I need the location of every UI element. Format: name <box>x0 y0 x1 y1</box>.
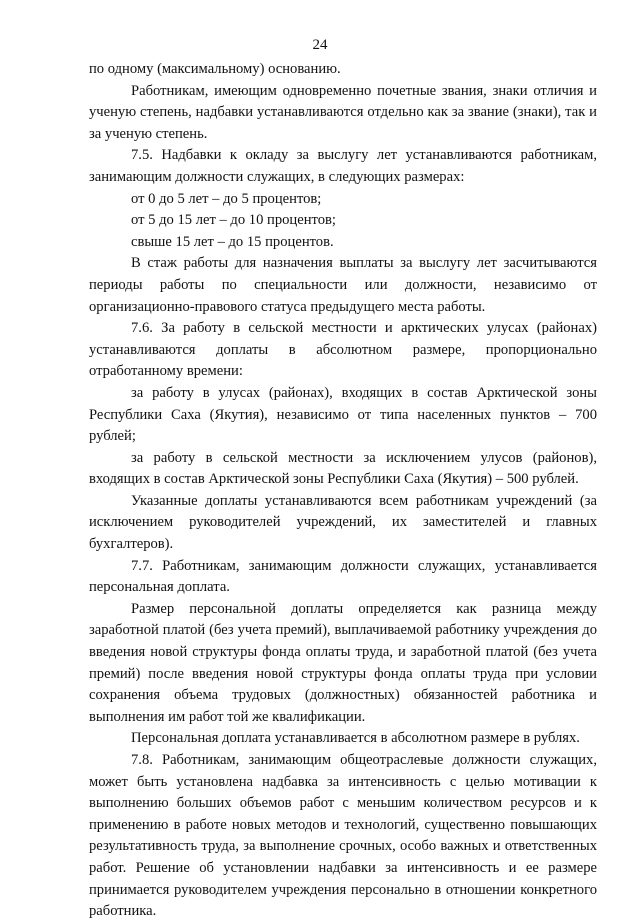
list-item-over-15-years: свыше 15 лет – до 15 процентов. <box>131 233 334 250</box>
page-number: 24 <box>312 37 328 53</box>
body-text <box>89 59 597 923</box>
list-item-0-5-years: от 0 до 5 лет – до 5 процентов; <box>131 190 322 207</box>
list-item-arctic-zone: за работу в улусах (районах), входящих в состав Арктической зоны Республики Саха (Якутия), независимо от типа населенных пунктов – 700 рублей; <box>89 384 597 445</box>
paragraph-seniority: В стаж работы для назначения выплаты за выслугу лет засчитываются периоды работы по специальности или должности, независимо от организационно-правового статуса предыдущего места работы. <box>89 255 597 315</box>
paragraph-7-6: 7.6. За работу в сельской местности и арктических улусах (районах) устанавливаются доплаты в абсолютном размере, пропорционально отработанному времени: <box>89 320 597 380</box>
paragraph-personal-allowance-rubles: Персональная доплата устанавливается в абсолютном размере в рублях. <box>131 730 580 747</box>
paragraph-continuation: по одному (максимальному) основанию. <box>89 61 341 77</box>
paragraph-allowances-scope: Указанные доплаты устанавливаются всем работникам учреждений (за исключением руководителей учреждений, их заместителей и главных бухгалтеров). <box>89 492 597 553</box>
paragraph-personal-allowance-size: Размер персональной доплаты определяется как разница между заработной платой (без учета премий), выплачиваемой работнику учреждения до введения новой структуры фонда оплаты труда, и заработной платой (без учета премий) после введения новой структуры фонда оплаты труда при условии сохранения объема трудовых (должностных) обязанностей работника и выполнения им работ той же квалификации. <box>89 600 597 725</box>
paragraph-7-8: 7.8. Работникам, занимающим общеотраслевые должности служащих, может быть установлена надбавка за интенсивность с целью мотивации к выполнению больших объемов работ с меньшим количеством ресурсов и к применению в работе новых методов и технологий, существенно повышающих результативность труда, за выполнение срочных, особо важных и ответственных работ. Решение об установлении надбавки за интенсивность и ее размере принимается руководителем учреждения персонально в отношении конкретного работника. <box>89 752 597 920</box>
paragraph-honorary-titles: Работникам, имеющим одновременно почетные звания, знаки отличия и ученую степень, надбавки устанавливаются отдельно как за звание (знаки), так и за ученую степень. <box>89 82 597 142</box>
paragraph-7-7: 7.7. Работникам, занимающим должности служащих, устанавливается персональная доплата. <box>89 557 597 596</box>
list-item-rural-area: за работу в сельской местности за исключением улусов (районов), входящих в состав Арктической зоны Республики Саха (Якутия) – 500 рублей. <box>89 449 597 488</box>
paragraph-7-5: 7.5. Надбавки к окладу за выслугу лет устанавливаются работникам, занимающим должности служащих, в следующих размерах: <box>89 147 597 185</box>
list-item-5-15-years: от 5 до 15 лет – до 10 процентов; <box>131 212 336 229</box>
